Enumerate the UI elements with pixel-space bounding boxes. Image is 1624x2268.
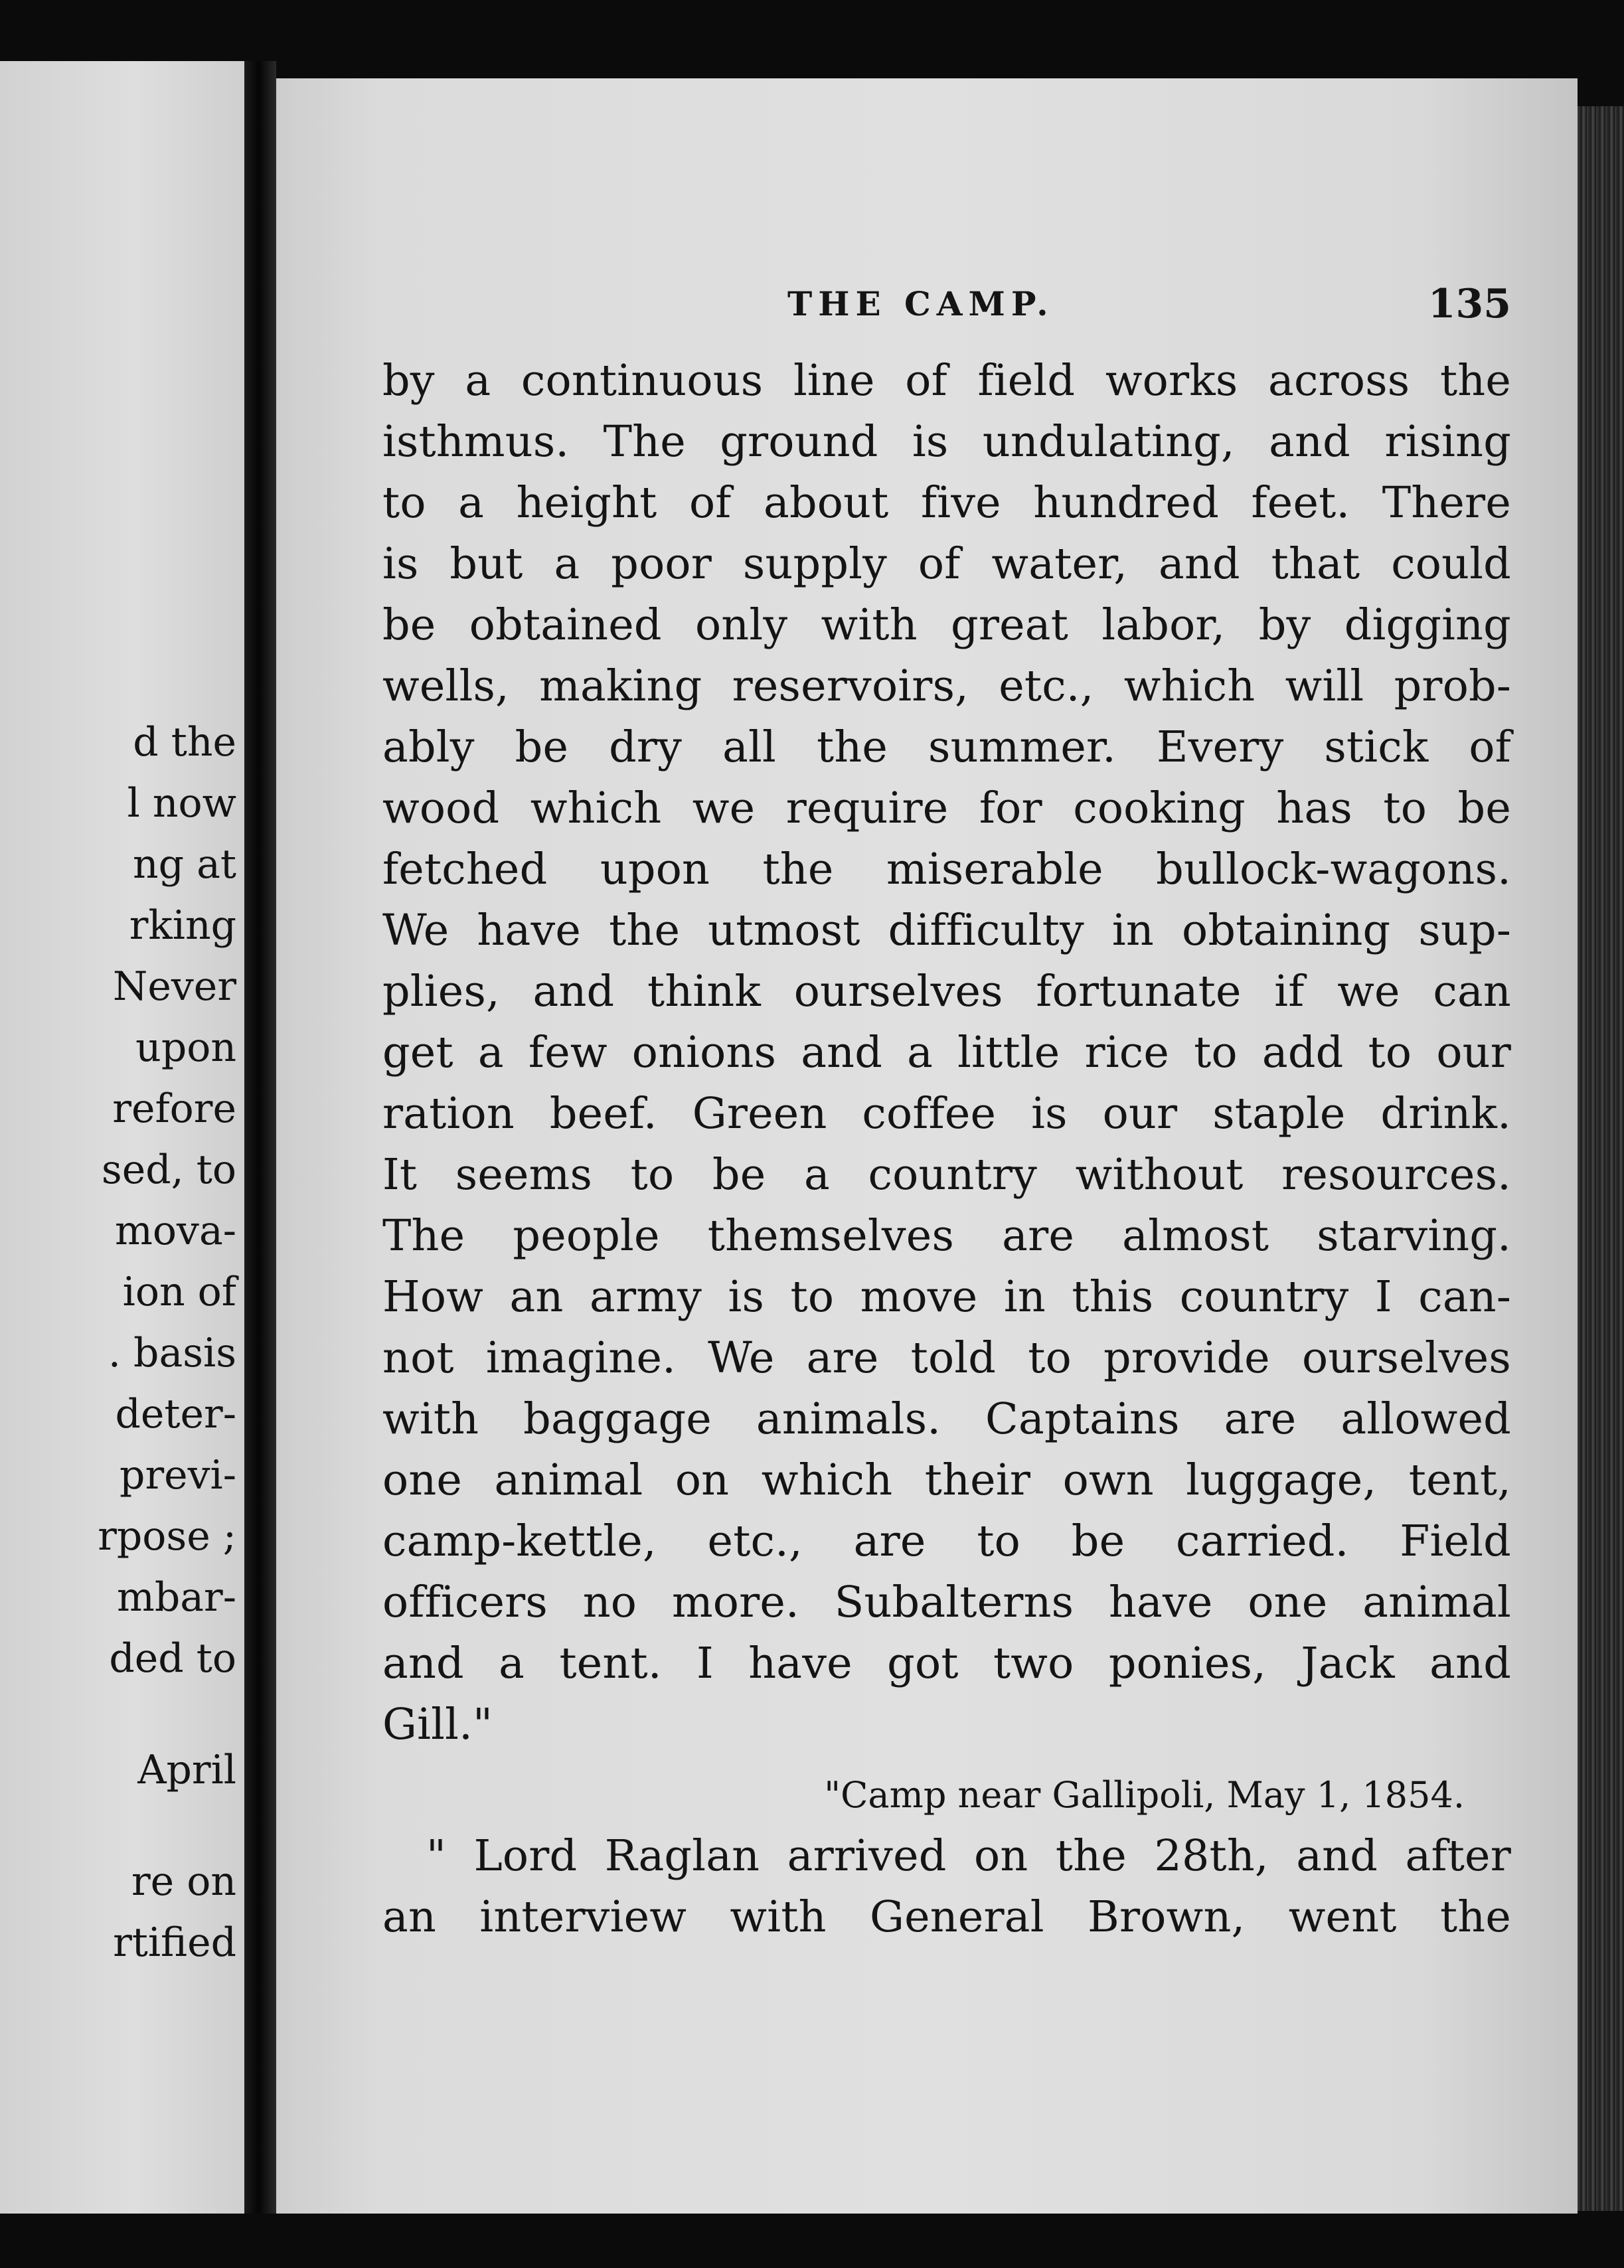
page-body-text [382,351,1511,1948]
left-line: Never [112,963,236,1010]
text-line: How an army is to move in this country I can- [382,1272,1511,1322]
text-line: fetched upon the miserable bullock-wagons. [382,845,1511,894]
left-line: deter- [115,1391,236,1437]
text-line: an interview with General Brown, went the [382,1892,1511,1942]
left-line: rtified [113,1919,236,1966]
right-page [276,78,1578,2214]
left-line: April [137,1747,236,1793]
left-line: . basis [108,1330,236,1376]
text-line: ably be dry all the summer. Every stick of [382,722,1511,772]
running-head [382,268,1511,341]
left-line: mbar- [116,1574,236,1621]
text-line: " Lord Raglan arrived on the 28th, and after [426,1831,1511,1881]
left-line: upon [135,1024,236,1071]
text-line: It seems to be a country without resources. [382,1150,1511,1200]
text-line: be obtained only with great labor, by digging [382,600,1511,650]
text-line: Gill." [382,1700,493,1749]
text-line: camp-kettle, etc., are to be carried. Field [382,1516,1511,1566]
left-line: ng at [132,841,236,888]
left-line: sed, to [101,1147,236,1193]
text-line: We have the utmost difficulty in obtaining sup- [382,906,1511,955]
book-gutter [244,61,276,2214]
left-facing-page [0,61,244,2214]
text-line: and a tent. I have got two ponies, Jack and [382,1639,1511,1688]
left-line: re on [131,1858,236,1905]
text-line: wells, making reservoirs, etc., which will prob- [382,661,1511,711]
left-line: mova- [115,1208,236,1254]
text-line: one animal on which their own luggage, tent, [382,1455,1511,1505]
left-line: ded to [109,1635,236,1682]
text-line: to a height of about five hundred feet. There [382,478,1511,528]
text-line: The people themselves are almost starving. [382,1211,1511,1261]
left-line: refore [112,1086,236,1132]
text-line: is but a poor supply of water, and that could [382,539,1511,589]
text-line: get a few onions and a little rice to add to our [382,1028,1511,1078]
letter-dateline: "Camp near Gallipoli, May 1, 1854. [824,1774,1465,1816]
left-line: previ- [120,1452,236,1498]
text-line: by a continuous line of field works across the [382,356,1511,406]
text-line: not imagine. We are told to provide ourselves [382,1333,1511,1383]
text-line: isthmus. The ground is undulating, and rising [382,417,1511,467]
page-stack-edge [1578,106,1624,2211]
page-number: 135 [1427,281,1511,327]
left-line: rpose ; [98,1513,236,1560]
text-line: wood which we require for cooking has to be [382,783,1511,833]
text-line: officers no more. Subalterns have one animal [382,1578,1511,1627]
left-line: ion of [122,1269,236,1315]
text-line: plies, and think ourselves fortunate if we can [382,967,1511,1016]
left-page-text-fragments [0,712,236,1973]
running-head-title: THE CAMP. [787,284,1054,323]
left-line: d the [133,719,236,766]
text-line: ration beef. Green coffee is our staple drink. [382,1089,1511,1139]
text-line: with baggage animals. Captains are allowed [382,1394,1511,1444]
left-line: rking [129,902,236,949]
left-line: l now [127,780,236,827]
